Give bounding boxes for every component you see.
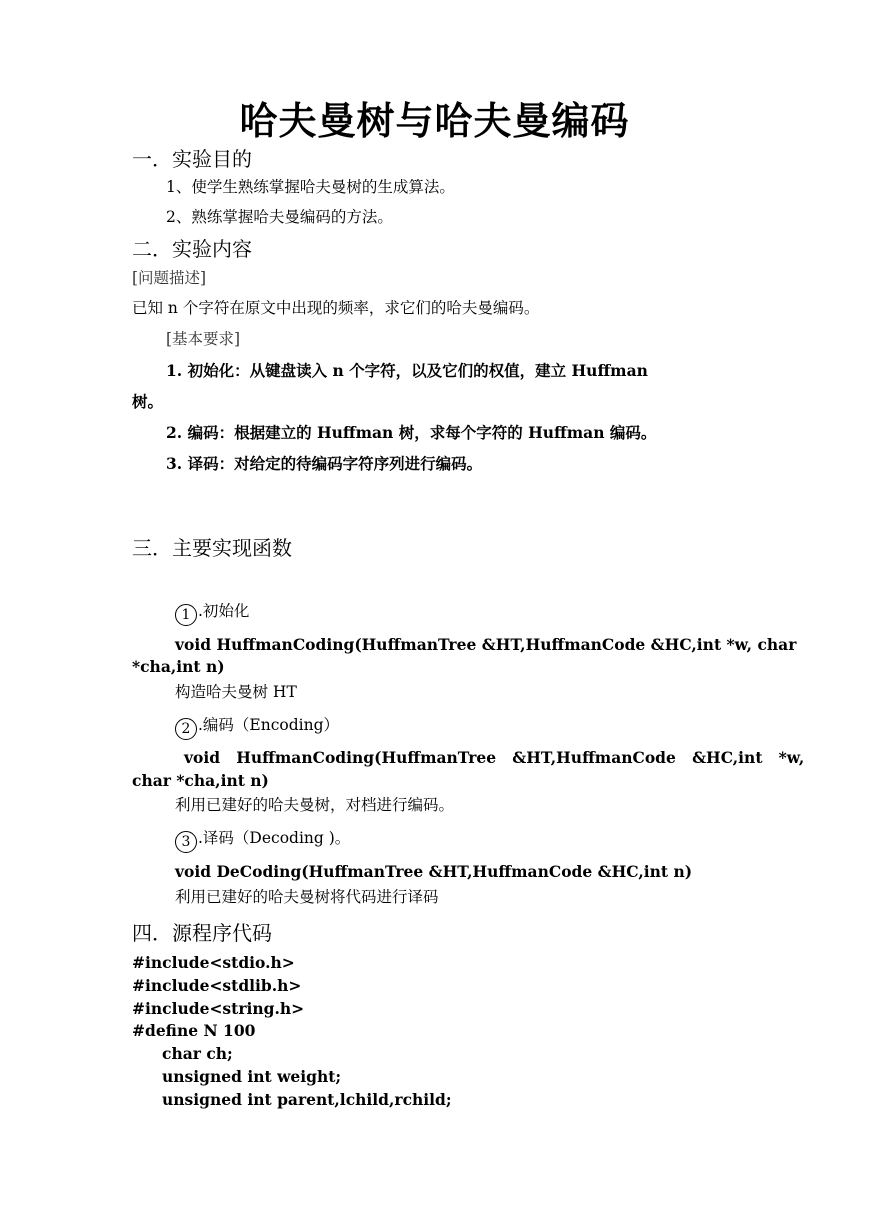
function-2-title: .编码（Encoding） — [198, 716, 340, 734]
section-1-heading: 一．实验目的 — [132, 147, 252, 171]
code-line: #include<string.h> — [132, 999, 305, 1018]
requirement-3: 3. 译码：对给定的待编码字符序列进行编码。 — [166, 454, 483, 473]
requirement-1-line-1: 1. 初始化：从键盘读入 n 个字符，以及它们的权值，建立 Huffman — [166, 361, 648, 380]
function-3-label — [175, 826, 350, 853]
s1-item-1: 1、使学生熟练掌握哈夫曼树的生成算法。 — [166, 178, 455, 196]
code-line: unsigned int parent,lchild,rchild; — [162, 1090, 452, 1109]
requirement-2: 2. 编码：根据建立的 Huffman 树，求每个字符的 Huffman 编码。 — [166, 423, 657, 442]
function-2-signature-line-2: char *cha,int n) — [132, 771, 269, 790]
circled-number-2: 2 — [175, 718, 197, 740]
circled-number-3: 3 — [175, 831, 197, 853]
s1-item-2: 2、熟练掌握哈夫曼编码的方法。 — [166, 208, 393, 226]
code-line: unsigned int weight; — [162, 1067, 342, 1086]
section-3-heading: 三．主要实现函数 — [132, 536, 292, 560]
function-3-title: .译码（Decoding )。 — [198, 829, 351, 847]
circled-number-1: 1 — [175, 604, 197, 626]
code-line: #define N 100 — [132, 1021, 256, 1040]
code-line: #include<stdlib.h> — [132, 976, 302, 995]
function-1-signature-line-2: *cha,int n) — [132, 657, 225, 676]
function-2-description: 利用已建好的哈夫曼树，对档进行编码。 — [175, 796, 455, 814]
page-title: 哈夫曼树与哈夫曼编码 — [239, 98, 630, 143]
function-1-description: 构造哈夫曼树 HT — [175, 683, 297, 701]
problem-text: 已知 n 个字符在原文中出现的频率，求它们的哈夫曼编码。 — [132, 299, 540, 317]
code-line: #include<stdio.h> — [132, 953, 295, 972]
function-3-signature: void DeCoding(HuffmanTree &HT,HuffmanCode &HC,int n) — [175, 862, 693, 881]
function-2-signature-line-1: void HuffmanCoding(HuffmanTree &HT,HuffmanCode &HC,int *w, — [184, 748, 805, 767]
requirement-1-line-2: 树。 — [132, 392, 164, 411]
problem-label: [问题描述] — [132, 269, 207, 287]
function-2-label — [175, 713, 339, 740]
code-line: char ch; — [162, 1044, 233, 1063]
section-4-heading: 四．源程序代码 — [132, 921, 272, 945]
function-1-signature-line-1: void HuffmanCoding(HuffmanTree &HT,HuffmanCode &HC,int *w, char — [175, 635, 797, 654]
function-3-description: 利用已建好的哈夫曼树将代码进行译码 — [175, 888, 439, 906]
function-1-label — [175, 599, 249, 626]
requirements-label: [基本要求] — [166, 330, 241, 348]
function-1-title: .初始化 — [198, 602, 250, 620]
section-2-heading: 二．实验内容 — [132, 237, 252, 261]
